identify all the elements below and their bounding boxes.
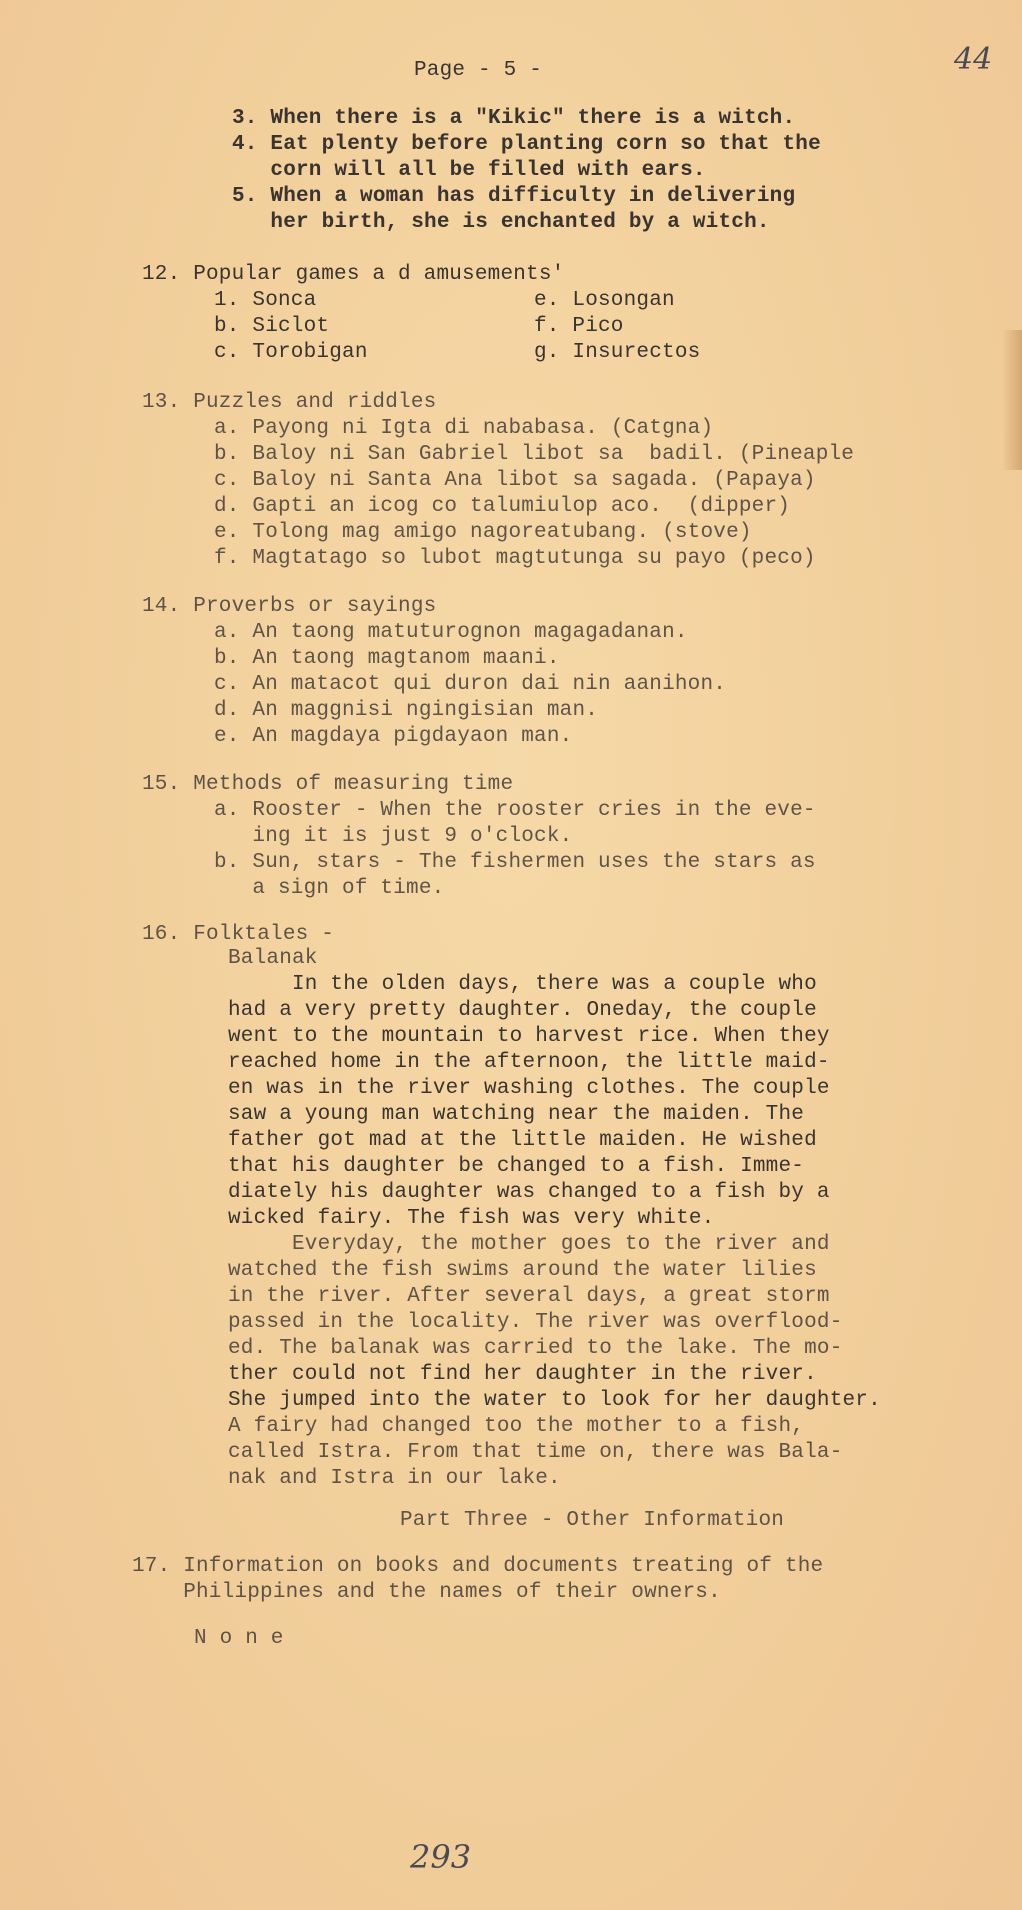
handwritten-page-number: 44 [954,42,993,77]
part-three-heading: Part Three - Other Information [400,1509,785,1532]
game-item: c. Torobigan [214,341,368,364]
game-item: e. Losongan [534,289,675,312]
section-12-heading: 12. Popular games a d amusements' [142,263,565,286]
time-method-item: b. Sun, stars - The fishermen uses the stars as [214,851,816,874]
riddle-item: a. Payong ni Igta di nababasa. (Catgna) [214,417,714,440]
folktale-line: A fairy had changed too the mother to a fish, [228,1415,805,1438]
section-14-heading: 14. Proverbs or sayings [142,595,437,618]
folktale-line: nak and Istra in our lake. [228,1467,561,1490]
page-label: Page - 5 - [414,59,543,82]
list-item: 3. When there is a "Kikic" there is a witch. [232,107,796,130]
folktale-line: Everyday, the mother goes to the river and [228,1233,830,1256]
game-item: 1. Sonca [214,289,317,312]
section-17-answer: N o n e [194,1627,284,1650]
proverb-item: b. An taong magtanom maani. [214,647,560,670]
folktale-line: had a very pretty daughter. Oneday, the couple [228,999,817,1022]
list-item: 5. When a woman has difficulty in delivering [232,185,796,208]
section-15-heading: 15. Methods of measuring time [142,773,514,796]
section-17-heading: 17. Information on books and documents treating of the [132,1555,824,1578]
time-method-item: ing it is just 9 o'clock. [214,825,573,848]
section-17-line: Philippines and the names of their owners. [132,1581,721,1604]
folktale-line: In the olden days, there was a couple who [228,973,817,996]
folktale-line: diately his daughter was changed to a fish by a [228,1181,830,1204]
section-16-heading: 16. Folktales - [142,923,335,946]
proverb-item: e. An magdaya pigdayaon man. [214,725,573,748]
riddle-item: e. Tolong mag amigo nagoreatubang. (stove) [214,521,752,544]
time-method-item: a. Rooster - When the rooster cries in the eve- [214,799,816,822]
riddle-item: c. Baloy ni Santa Ana libot sa sagada. (Papaya) [214,469,816,492]
proverb-item: a. An taong matuturognon magagadanan. [214,621,688,644]
folktale-line: saw a young man watching near the maiden. The [228,1103,805,1126]
folktale-line: called Istra. From that time on, there was Bala- [228,1441,843,1464]
folktale-title: Balanak [228,947,318,970]
folktale-line: She jumped into the water to look for her daughter. [228,1389,881,1412]
folktale-line: passed in the locality. The river was overflood- [228,1311,843,1334]
folktale-line: father got mad at the little maiden. He wished [228,1129,817,1152]
riddle-item: f. Magtatago so lubot magtutunga su payo (peco) [214,547,816,570]
game-item: f. Pico [534,315,624,338]
list-item: 4. Eat plenty before planting corn so that the [232,133,821,156]
proverb-item: d. An maggnisi ngingisian man. [214,699,599,722]
game-item: b. Siclot [214,315,330,338]
folktale-line: watched the fish swims around the water lilies [228,1259,817,1282]
riddle-item: d. Gapti an icog co talumiulop aco. (dipper) [214,495,791,518]
folktale-line: reached home in the afternoon, the little maid- [228,1051,830,1074]
edge-stain [1002,330,1022,470]
riddle-item: b. Baloy ni San Gabriel libot sa badil. (Pineaple [214,443,855,466]
list-item: corn will all be filled with ears. [232,159,706,182]
folktale-line: ther could not find her daughter in the river. [228,1363,817,1386]
folktale-line: that his daughter be changed to a fish. Imme- [228,1155,805,1178]
folktale-line: wicked fairy. The fish was very white. [228,1207,715,1230]
handwritten-archive-number: 293 [410,1838,472,1876]
proverb-item: c. An matacot qui duron dai nin aanihon. [214,673,727,696]
folktale-line: ed. The balanak was carried to the lake. The mo- [228,1337,843,1360]
game-item: g. Insurectos [534,341,701,364]
list-item: her birth, she is enchanted by a witch. [232,211,770,234]
folktale-line: went to the mountain to harvest rice. When they [228,1025,830,1048]
section-13-heading: 13. Puzzles and riddles [142,391,437,414]
folktale-line: in the river. After several days, a great storm [228,1285,830,1308]
folktale-line: en was in the river washing clothes. The couple [228,1077,830,1100]
time-method-item: a sign of time. [214,877,445,900]
